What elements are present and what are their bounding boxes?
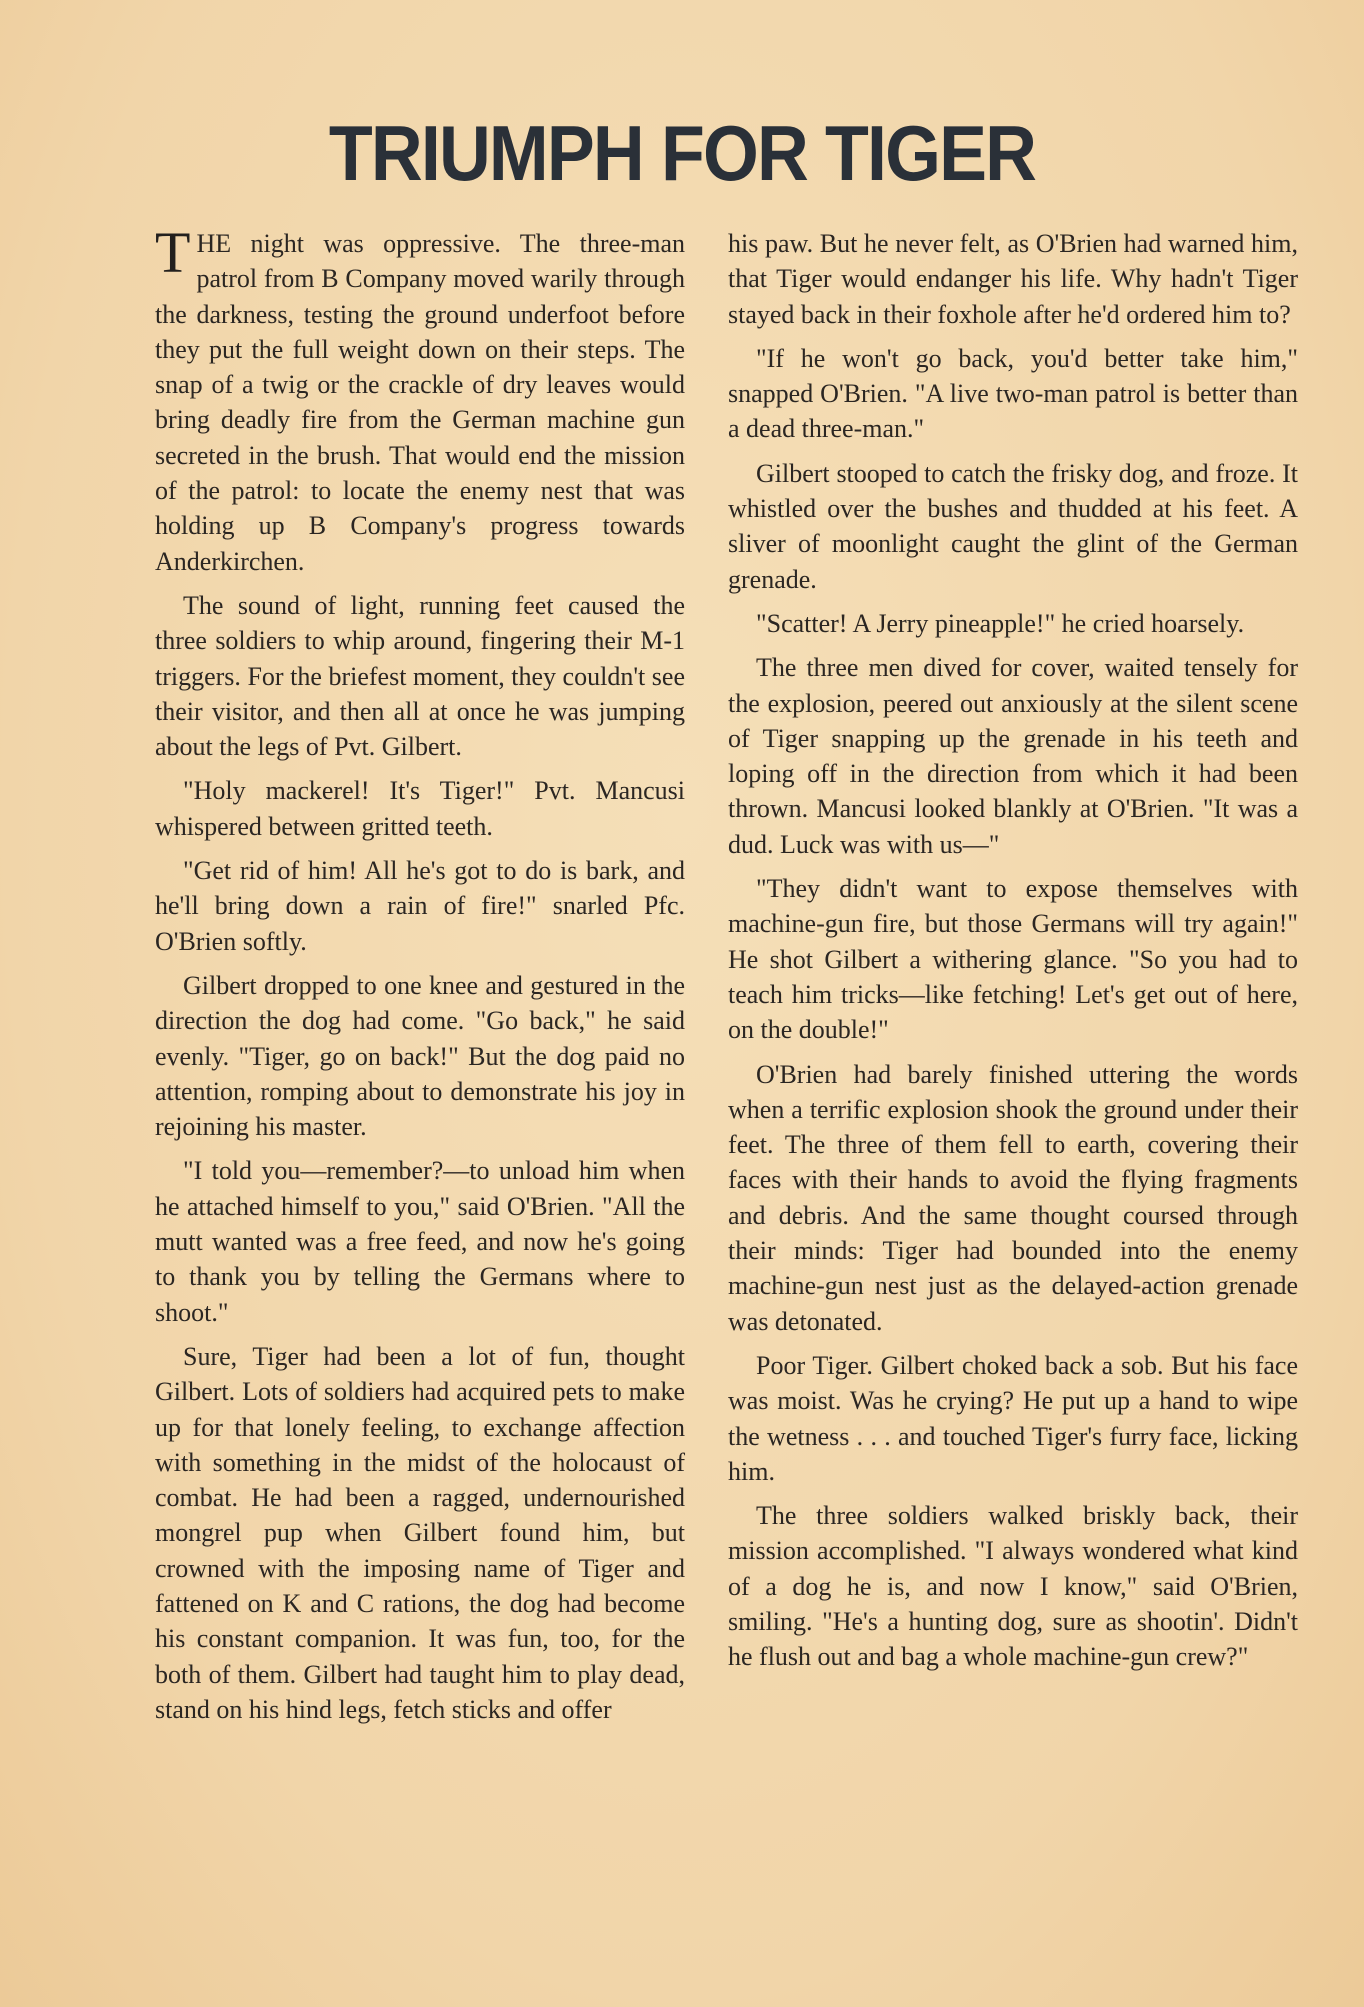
paragraph bbox=[155, 220, 685, 579]
paragraph: "Get rid of him! All he's got to do is bark, and he'll bring down a rain of fire!" snarled Pfc. O'Brien softly. bbox=[155, 856, 685, 956]
story-title: TRIUMPH FOR TIGER bbox=[328, 109, 1036, 197]
paragraph: Gilbert dropped to one knee and gestured in the direction the dog had come. "Go back," he said evenly. "Tiger, go on back!" But the dog paid no attention, romping about to demonstrate his joy in rejoining his master. bbox=[155, 970, 685, 1142]
paragraph: The three soldiers walked briskly back, their mission accomplished. "I always wondered what kind of a dog he is, and now I know," said O'Brien, smiling. "He's a hunting dog, sure as shootin'. Didn't he flush out and bag a whole machine-gun crew?" bbox=[728, 1501, 1298, 1672]
left-column bbox=[155, 220, 685, 1736]
paragraph: "I told you—remember?—to unload him when he attached himself to you," said O'Brien. "All the mutt wanted was a free feed, and now he's going to thank you by telling the Germans where to shoot." bbox=[155, 1156, 685, 1327]
paragraph: his paw. But he never felt, as O'Brien had warned him, that Tiger would endanger his life. Why hadn't Tiger stayed back in their foxhole after he'd ordered him to? bbox=[728, 229, 1298, 329]
paragraph: Sure, Tiger had been a lot of fun, thought Gilbert. Lots of soldiers had acquired pets to make up for that lonely feeling, to exchange affection with something in the midst of the holocaust of combat. He had been a ragged, undernourished mongrel pup when Gilbert found him, but crowned with the imposing name of Tiger and fattened on K and C rations, the dog had become his constant companion. It was fun, too, for the both of them. Gilbert had taught him to play dead, stand on his hind legs, fetch sticks and offer bbox=[155, 1341, 685, 1724]
paragraph: Gilbert stooped to catch the frisky dog, and froze. It whistled over the bushes and thudded at his feet. A sliver of moonlight caught the glint of the German grenade. bbox=[728, 458, 1298, 594]
paragraph: O'Brien had barely finished uttering the words when a terrific explosion shook the ground under their feet. The three of them fell to earth, covering their faces with their hands to avoid the flying fragments and debris. And the same thought coursed through their minds: Tiger had bounded into the enemy machine-gun nest just as the delayed-action grenade was detonated. bbox=[728, 1059, 1298, 1336]
paragraph: Poor Tiger. Gilbert choked back a sob. But his face was moist. Was he crying? He put up a hand to wipe the wetness . . . and touched Tiger's furry face, licking him. bbox=[728, 1350, 1298, 1486]
right-column bbox=[728, 226, 1298, 1684]
paragraph-text: HE night was oppressive. The three-man patrol from B Company moved warily through the darkness, testing the ground underfoot before they put the full weight down on their steps. The snap of a twig or the crackle of dry leaves would bring deadly fire from the German machine gun secreted in the brush. That would end the mission of the patrol: to locate the enemy nest that was holding up B Company's progress towards Anderkirchen. bbox=[155, 229, 685, 576]
drop-cap: T bbox=[155, 220, 191, 285]
paragraph: "Holy mackerel! It's Tiger!" Pvt. Mancusi whispered between gritted teeth. bbox=[155, 776, 685, 841]
paragraph: "If he won't go back, you'd better take him," snapped O'Brien. "A live two-man patrol is better than a dead three-man." bbox=[728, 343, 1298, 444]
paragraph: "They didn't want to expose themselves with machine-gun fire, but those Germans will try again!" He shot Gilbert a withering glance. "So you had to teach him tricks—like fetching! Let's get out of here, on the double!" bbox=[728, 874, 1298, 1045]
paragraph: The three men dived for cover, waited tensely for the explosion, peered out anxiously at the silent scene of Tiger snapping up the grenade in his teeth and loping off in the direction from which it had been thrown. Mancusi looked blankly at O'Brien. "It was a dud. Luck was with us—" bbox=[728, 653, 1298, 859]
paragraph: The sound of light, running feet caused the three soldiers to whip around, fingering their M-1 triggers. For the briefest moment, they couldn't see their visitor, and then all at once he was jumping about the legs of Pvt. Gilbert. bbox=[155, 590, 685, 762]
paragraph: "Scatter! A Jerry pineapple!" he cried hoarsely. bbox=[756, 608, 1245, 638]
